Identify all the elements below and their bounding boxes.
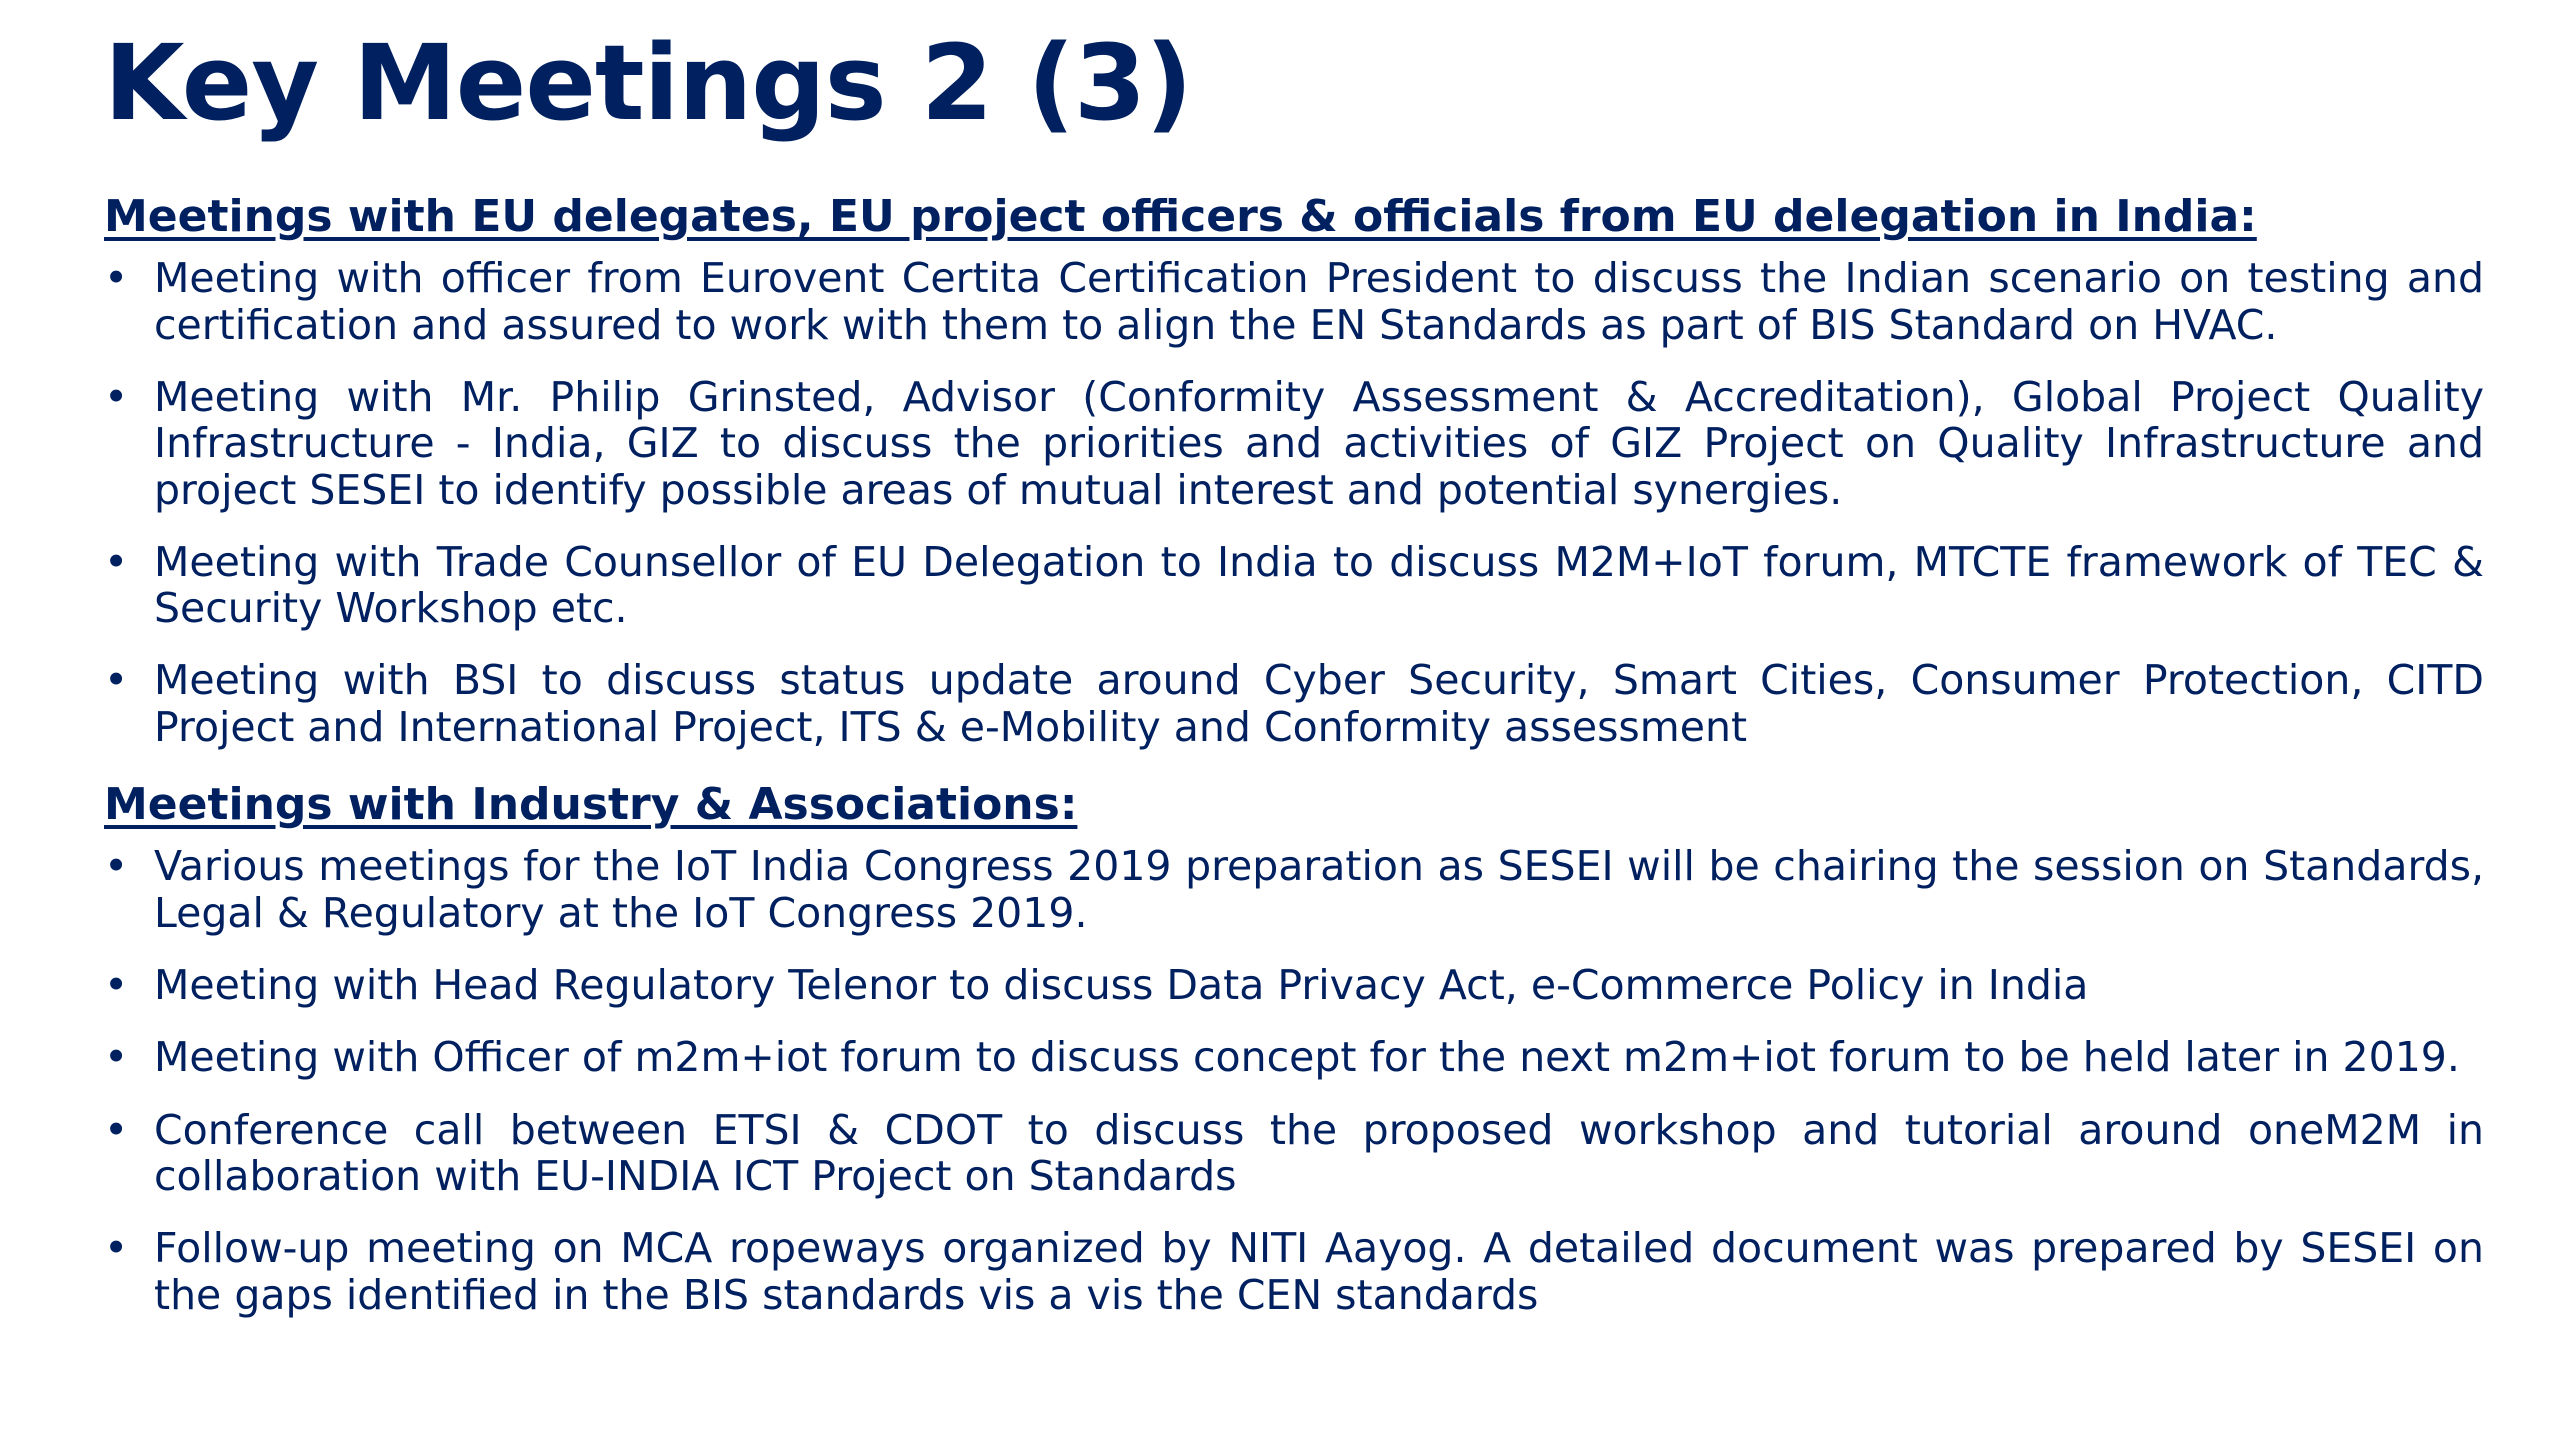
bullet-text: Follow-up meeting on MCA ropeways organized by NITI Aayog. A detailed document was prepared by SESEI on the gaps identified in the BIS standards vis a vis the CEN standards xyxy=(154,1224,2484,1319)
slide-content xyxy=(104,188,2484,1344)
list-item xyxy=(104,1225,2484,1318)
list-item xyxy=(104,1107,2484,1200)
bullet-text: Meeting with Mr. Philip Grinsted, Advisor (Conformity Assessment & Accreditation), Global Project Quality Infrastructure - India, GIZ to discuss the priorities and activities of GIZ Project on Quality Infrastructure and project SESEI to identify possible areas of mutual interest and potential synergies. xyxy=(154,372,2484,514)
bullet-text: Meeting with Officer of m2m+iot forum to discuss concept for the next m2m+iot forum to be held later in 2019. xyxy=(154,1033,2460,1082)
bullet-icon: • xyxy=(104,842,129,891)
list-item xyxy=(104,962,2484,1008)
section-heading: Meetings with EU delegates, EU project officers & officials from EU delegation in India: xyxy=(104,191,2257,242)
list-item xyxy=(104,1034,2484,1080)
bullet-text: Meeting with officer from Eurovent Certita Certification President to discuss the Indian scenario on testing and certification and assured to work with them to align the EN Standards as part of BIS Standard on HVAC. xyxy=(154,254,2484,349)
bullet-list xyxy=(104,255,2484,750)
bullet-icon: • xyxy=(104,656,129,705)
list-item xyxy=(104,255,2484,348)
bullet-text: Conference call between ETSI & CDOT to discuss the proposed workshop and tutorial around oneM2M in collaboration with EU-INDIA ICT Project on Standards xyxy=(154,1105,2484,1200)
section-eu-meetings xyxy=(104,188,2484,750)
bullet-text: Meeting with Head Regulatory Telenor to discuss Data Privacy Act, e-Commerce Policy in India xyxy=(154,960,2089,1009)
bullet-icon: • xyxy=(104,537,129,586)
bullet-icon: • xyxy=(104,1105,129,1154)
bullet-text: Meeting with Trade Counsellor of EU Delegation to India to discuss M2M+IoT forum, MTCTE framework of TEC & Security Workshop etc. xyxy=(154,537,2484,633)
bullet-icon: • xyxy=(104,372,129,421)
list-item xyxy=(104,657,2484,750)
bullet-icon: • xyxy=(104,254,129,303)
bullet-text: Meeting with BSI to discuss status update around Cyber Security, Smart Cities, Consumer Protection, CITD Project and International Project, ITS & e-Mobility and Conformity assessment xyxy=(154,656,2484,751)
section-heading: Meetings with Industry & Associations: xyxy=(104,779,1078,831)
list-item xyxy=(104,374,2484,513)
section-industry-meetings xyxy=(104,776,2484,1318)
list-item xyxy=(104,843,2484,936)
slide-title: Key Meetings 2 (3) xyxy=(104,22,1192,144)
bullet-icon: • xyxy=(104,1033,129,1082)
list-item xyxy=(104,539,2484,632)
bullet-icon: • xyxy=(104,1224,129,1273)
bullet-list xyxy=(104,843,2484,1318)
bullet-icon: • xyxy=(104,960,129,1009)
bullet-text: Various meetings for the IoT India Congress 2019 preparation as SESEI will be chairing the session on Standards, Legal & Regulatory at the IoT Congress 2019. xyxy=(154,842,2484,937)
